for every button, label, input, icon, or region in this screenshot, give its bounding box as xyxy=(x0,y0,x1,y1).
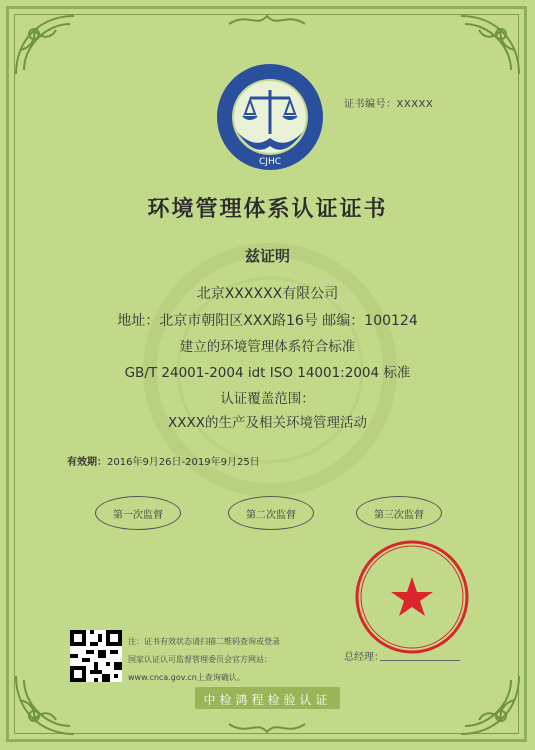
bottom-center-ornament xyxy=(227,718,307,742)
signature-line xyxy=(380,660,460,661)
standard-code: GB/T 24001-2004 idt ISO 14001:2004 标准 xyxy=(124,365,411,381)
logo-abbr: CJHC xyxy=(259,157,281,167)
scope-label: 认证覆盖范围： xyxy=(220,391,315,407)
company-address: 地址：北京市朝阳区XXX路16号 邮编：100124 xyxy=(117,313,418,329)
corner-ornament-top-right xyxy=(455,10,525,80)
top-center-ornament xyxy=(227,10,307,34)
surveillance-label-1: 第一次监督 xyxy=(113,510,163,521)
issuer-banner xyxy=(195,687,340,709)
corner-ornament-top-left xyxy=(10,10,80,80)
surveillance-label-3: 第三次监督 xyxy=(374,510,424,521)
signature-label: 总经理： xyxy=(344,652,384,663)
standard-statement: 建立的环境管理体系符合标准 xyxy=(179,339,356,355)
issuer-name: 中检鸿程检验认证 xyxy=(203,693,332,707)
proof-heading: 兹证明 xyxy=(244,247,290,265)
notice-line-3: www.cnca.gov.cn上查询确认。 xyxy=(128,673,245,682)
qr-code[interactable] xyxy=(70,630,122,682)
notice-line-1: 注：证书有效状态请扫描二维码查询或登录 xyxy=(128,637,280,646)
official-red-seal xyxy=(352,537,472,657)
corner-ornament-bottom-right xyxy=(455,670,525,740)
surveillance-oval-2 xyxy=(228,496,314,530)
surveillance-label-2: 第二次监督 xyxy=(246,510,296,521)
validity-period xyxy=(67,453,260,468)
company-name: 北京XXXXXX有限公司 xyxy=(196,286,339,302)
organization-logo xyxy=(215,62,325,172)
scope-value: XXXX的生产及相关环境管理活动 xyxy=(168,415,367,431)
validity-value: 2016年9月26日-2019年9月25日 xyxy=(107,457,260,468)
certificate-number: 证书编号：XXXXX xyxy=(344,99,434,110)
notice-line-2: 国家认证认可监督管理委员会官方网站： xyxy=(128,655,272,664)
certificate-title: 环境管理体系认证证书 xyxy=(147,197,388,222)
validity-label: 有效期： xyxy=(67,457,107,468)
surveillance-oval-1 xyxy=(95,496,181,530)
surveillance-oval-3 xyxy=(356,496,442,530)
